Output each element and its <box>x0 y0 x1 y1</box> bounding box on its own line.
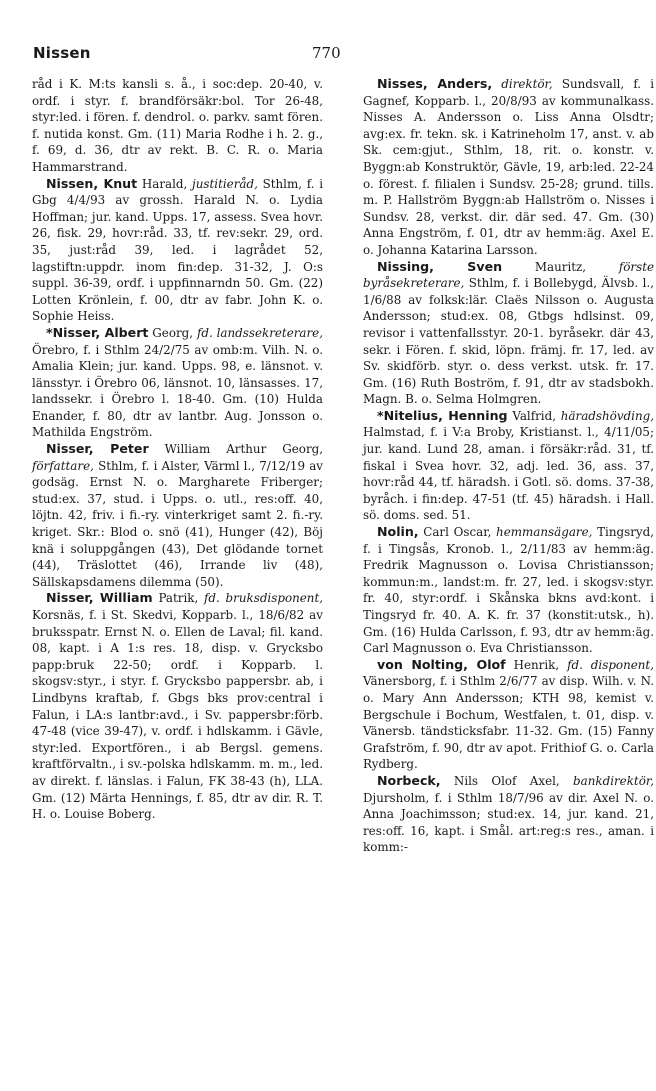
entry-title: direktör, <box>501 77 553 91</box>
biography-entry: Norbeck, Nils Olof Axel, bankdirektör, Djursholm, f. i Sthlm 18/7/96 av dir. Axel N. o. Anna Joachimsson; stud:ex. 14, jur. kand. 21, res:off. 16, kapt. i Smål. art:reg:s res., aman. i komm:- <box>363 772 655 855</box>
biography-entry: Nissen, Knut Harald, justitieråd, Sthlm, f. i Gbg 4/4/93 av grossh. Harald N. o. Lydia Hoffman; jur. kand. Upps. 17, assess. Svea hovr. 26, fisk. 29, hovr:råd. 33, tf. rev:sekr. 29, ord. 35, just:råd 39, led. i lagrådet 52, lagstiftn:uppdr. inom fin:dep. 31-32, J. O:s suppl. 36-39, ordf. i uppfinnarndn 50. Gm. (22) Lotten Krönlein, f. 00, dtr av fabr. John K. o. Sophie Heiss. <box>32 175 324 324</box>
entry-title: författare, <box>32 458 94 473</box>
left-column <box>32 76 323 823</box>
entry-continuation: råd i K. M:ts kansli s. å., i soc:dep. 20-40, v. ordf. i styr. f. brandförsäkr:bol. Tor 26-48, styr:led. i fören. f. dendrol. o. parkv. samt fören. f. nutida konst. Gm. (11) Maria Rodhe i h. 2. g., f. 69, d. 36, dtr av rekt. B. C. R. o. Maria Hammarstrand. <box>32 77 323 174</box>
biography-entry: Nisser, William Patrik, fd. bruksdisponent, Korsnäs, f. i St. Skedvi, Kopparb. l., 18/6/82 av bruksspatr. Ernst N. o. Ellen de Laval; fil. kand. 08, kapt. i A 1:s res. 18, disp. v. Grycksbo papp:bruk 22-50; ordf. i Kopparb. l. skogsv:styr., i styr. f. Grycksbo pappersbr. ab, i Lindbyns kraftab, f. Gbgs bks prov:central i Falun, i LA:s lantbr:avd., i Sv. pappersbr:förb. 47-48 (vice 39-47), v. ordf. i hdlskamm. i Gävle, styr:led. Exportfören., i ab Bergsl. gemens. kraftförvaltn., i sv.-polska hdlskamm. m. m., led. av direkt. f. länslas. i Falun, FK 38-43 (h), LLA. Gm. (12) Märta Hennings, f. 85, dtr av dir. R. T. H. o. Louise Boberg. <box>32 590 324 822</box>
running-head: Nissen <box>33 44 91 62</box>
entry-title: hemmansägare, <box>496 525 593 540</box>
entry-name: von Nolting, Olof <box>377 656 506 672</box>
biography-entry <box>363 76 654 259</box>
page-number: 770 <box>312 44 341 62</box>
biography-entry: Nissing, Sven Mauritz, förste byråsekreterare, Sthlm, f. i Bollebygd, Älvsb. l., 1/6/88 av folksk:lär. Claës Nilsson o. Augusta Andersson; stud:ex. 08, Gtbgs hdlsinst. 09, revisor i vattenfallsstyr. 20-1. byråsekr. där 43, sekr. i Fören. f. skid, löpn. främj. fr. 17, led. av Sv. skidförb. styr. o. dess verkst. utsk. fr. 17. Gm. (16) Ruth Boström, f. 91, dtr av stadsbokh. Magn. B. o. Selma Holmgren. <box>363 258 655 407</box>
entry-text: Tingsryd, f. i Tingsås, Kronob. l., 2/11/83 av hemm:äg. Fredrik Magnusson o. Lovisa Christiansson; kommun:m., landst:m. fr. 27, led. i skogsv:styr. fr. 40, styr:ordf. i Skånska bkns avd:kont. i Tingsryd fr. 40. A. K. fr. 37 (konstit:utsk., h). Gm. (16) Hulda Carlsson, f. 93, dtr av hemm:äg. Carl Magnusson o. Eva Christiansson. <box>363 525 654 656</box>
entry-name: *Nisser, Albert <box>46 324 149 340</box>
entry-text: Sthlm, f. i Bollebygd, Älvsb. l., 1/6/88 av folksk:lär. Claës Nilsson o. Augusta Andersson; stud:ex. 08, Gtbgs hdlsinst. 09, revisor i vattenfallsstyr. 20-1. byråsekr. där 43, sekr. i Fören. f. skid, löpn. främj. fr. 17, led. av Sv. skidförb. styr. o. dess verkst. utsk. fr. 17. Gm. (16) Ruth Boström, f. 91, dtr av stadsbokh. Magn. B. o. Selma Holmgren. <box>363 276 654 407</box>
entry-name: Nisser, Peter <box>46 441 149 457</box>
biography-entry: Nisser, Peter William Arthur Georg, författare, Sthlm, f. i Alster, Värml l., 7/12/19 av godsäg. Ernst N. o. Margharete Friberger; stud:ex. 37, stud. i Upps. o. utl., res:off. 40, löjtn. 42, friv. i fi.-ry. vinterkriget samt 2. fi.-ry. kriget. Skr.: Blod o. snö (41), Hunger (42), Böj knä i soluppgången (43), Det glödande tornet (44), Träslottet (46), Irrande liv (48), Sällskapsdamens dilemma (50). <box>32 441 324 589</box>
entry-text: Djursholm, f. i Sthlm 18/7/96 av dir. Axel N. o. Anna Joachimsson; stud:ex. 14, jur. kand. 21, res:off. 16, kapt. i Smål. art:reg:s res., aman. i komm:- <box>363 790 654 855</box>
entry-title: häradshövding, <box>560 408 654 423</box>
entry-title: fd. bruksdisponent, <box>204 591 324 606</box>
entry-title: bankdirektör, <box>573 773 655 788</box>
entry-title: förste byråsekreterare, <box>363 259 655 291</box>
biography-entry: *Nitelius, Henning Valfrid, häradshövding, Halmstad, f. i V:a Broby, Kristianst. l., 4/11/05; jur. kand. Lund 28, aman. i försäkr:råd. 31, tf. fiskal i Svea hovr. 32, adj. led. 36, ass. 37, hovr:råd 44, tf. häradsh. i Gotl. sö. doms. 37-38, byråch. i fin:dep. 47-51 (tf. 45) häradsh. i Hall. sö. doms. sed. 51. <box>363 407 654 523</box>
entry-text: Sthlm, f. i Gbg 4/4/93 av grossh. Harald N. o. Lydia Hoffman; jur. kand. Upps. 17, assess. Svea hovr. 26, fisk. 29, hovr:råd. 33, tf. rev:sekr. 29, ord. 35, just:råd 39, led. i lagrådet 52, lagstiftn:uppdr. inom fin:dep. 31-32, J. O:s suppl. 36-39, ordf. i uppfinnarndn 50. Gm. (22) Lotten Krönlein, f. 00, dtr av fabr. John K. o. Sophie Heiss. <box>32 176 324 324</box>
entry-name: Norbeck, <box>377 772 441 788</box>
entry-text: Halmstad, f. i V:a Broby, Kristianst. l., 4/11/05; jur. kand. Lund 28, aman. i försäkr:råd. 31, tf. fiskal i Svea hovr. 32, adj. led. 36, ass. 37, hovr:råd 44, tf. häradsh. i Gotl. sö. doms. 37-38, byråch. i fin:dep. 47-51 (tf. 45) häradsh. i Hall. sö. doms. sed. 51. <box>363 425 654 523</box>
entry-text: Korsnäs, f. i St. Skedvi, Kopparb. l., 18/6/82 av bruksspatr. Ernst N. o. Ellen de Laval; fil. kand. 08, kapt. i A 1:s res. 18, disp. v. Grycksbo papp:bruk 22-50; ordf. i Kopparb. l. skogsv:styr., i styr. f. Grycksbo pappersbr. ab, i Lindbyns kraftab, f. Gbgs bks prov:central i Falun, i LA:s lantbr:avd., i Sv. pappersbr:förb. 47-48 (vice 39-47), v. ordf. i hdlskamm. i Gävle, styr:led. Exportfören., i ab Bergsl. gemens. kraftförvaltn., i sv.-polska hdlskamm. m. m., led. av direkt. f. länslas. i Falun, FK 38-43 (h), LLA. Gm. (12) Märta Hennings, f. 85, dtr av dir. R. T. H. o. Louise Boberg. <box>32 608 323 822</box>
biography-entry: Nolin, Carl Oscar, hemmansägare, Tingsryd, f. i Tingsås, Kronob. l., 2/11/83 av hemm:äg. Fredrik Magnusson o. Lovisa Christiansson; kommun:m., landst:m. fr. 27, led. i skogsv:styr. fr. 40, styr:ordf. i Skånska bkns avd:kont. i Tingsryd fr. 40. A. K. fr. 37 (konstit:utsk., h). Gm. (16) Hulda Carlsson, f. 93, dtr av hemm:äg. Carl Magnusson o. Eva Christiansson. <box>363 524 654 656</box>
entry-name: Nissing, Sven <box>377 258 503 274</box>
entry-text: Vänersborg, f. i Sthlm 2/6/77 av disp. Wilh. v. N. o. Mary Ann Andersson; KTH 98, kemist v. Bergschule i Bochum, Westfalen, t. 01, disp. v. Vänersb. tändsticksfabr. 11-32. Gm. (15) Fanny Grafström, f. 90, dtr av apot. Frithiof G. o. Carla Rydberg. <box>363 674 654 772</box>
entry-name: *Nitelius, Henning <box>377 407 508 423</box>
entry-title: fd. landssekreterare, <box>196 325 324 340</box>
entry-text: Sundsvall, f. i Gagnef, Kopparb. l., 20/8/93 av kommunalkass. Nisses A. Andersson o. Liss Anna Olsdtr; avg:ex. fr. tekn. sk. i Katrineholm 17, anst. v. ab Sk. cem:gjut., Sthlm, 18, rit. o. konstr. v. Byggn:ab Konstruktör, Gävle, 19, arb:led. 22-24 o. förest. f. filialen i Sundsv. 25-28; grund. tills. m. P. Hallström Byggn:ab Hallström o. Nisses i Sundsv. 28, verkst. dir. där sed. 47. Gm. (30) Anna Engström, f. 01, dtr av hemm:äg. Axel E. o. Johanna Katarina Larsson. <box>363 77 654 257</box>
entry-title: justitieråd, <box>192 176 258 191</box>
biography-entry: *Nisser, Albert Georg, fd. landssekreterare, Örebro, f. i Sthlm 24/2/75 av omb:m. Vilh. N. o. Amalia Klein; jur. kand. Upps. 98, e. länsnot. v. länsstyr. i Örebro 06, länsnot. 10, länsasses. 17, landssekr. i Örebro l. 18-40. Gm. (10) Hulda Enander, f. 80, dtr av lantbr. Aug. Jonsson o. Mathilda Engström. <box>32 324 324 440</box>
entry-name: Nolin, <box>377 524 419 540</box>
entry-name: Nisser, William <box>46 590 153 606</box>
entry-text: Sthlm, f. i Alster, Värml l., 7/12/19 av godsäg. Ernst N. o. Margharete Friberger; stud:ex. 37, stud. i Upps. o. utl., res:off. 40, löjtn. 42, friv. i fi.-ry. vinterkriget samt 2. fi.-ry. kriget. Skr.: Blod o. snö (41), Hunger (42), Böj knä i soluppgången (43), Det glödande tornet (44), Träslottet (46), Irrande liv (48), Sällskapsdamens dilemma (50). <box>32 458 324 589</box>
right-column <box>363 76 654 856</box>
entry-name: Nisses, Anders, <box>377 76 493 91</box>
biography-entry: von Nolting, Olof Henrik, fd. disponent, Vänersborg, f. i Sthlm 2/6/77 av disp. Wilh. v. N. o. Mary Ann Andersson; KTH 98, kemist v. Bergschule i Bochum, Westfalen, t. 01, disp. v. Vänersb. tändsticksfabr. 11-32. Gm. (15) Fanny Grafström, f. 90, dtr av apot. Frithiof G. o. Carla Rydberg. <box>363 656 654 772</box>
entry-title: fd. disponent, <box>567 657 654 672</box>
entry-name: Nissen, Knut <box>46 175 138 191</box>
entry-text: Örebro, f. i Sthlm 24/2/75 av omb:m. Vilh. N. o. Amalia Klein; jur. kand. Upps. 98, e. länsnot. v. länsstyr. i Örebro 06, länsnot. 10, länsasses. 17, landssekr. i Örebro l. 18-40. Gm. (10) Hulda Enander, f. 80, dtr av lantbr. Aug. Jonsson o. Mathilda Engström. <box>32 342 323 440</box>
